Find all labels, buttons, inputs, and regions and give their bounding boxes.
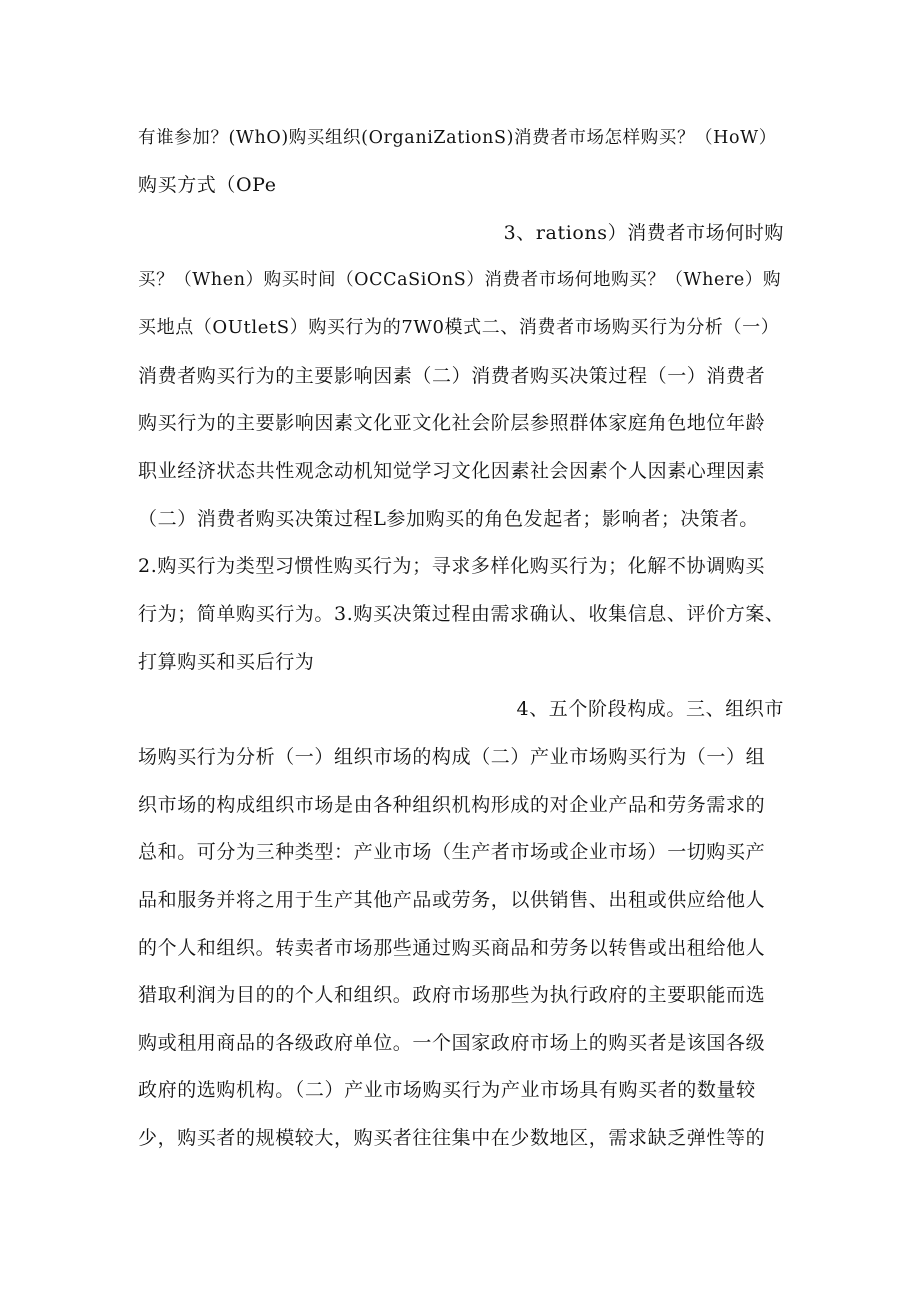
text-line-11: 行为；简单购买行为。3.购买决策过程由需求确认、收集信息、评价方案、 [138, 603, 785, 625]
text-line-5: 买地点（OUtletS）购买行为的7W0模式二、消费者市场购买行为分析（一） [138, 317, 780, 338]
text-line-7: 购买行为的主要影响因素文化亚文化社会阶层参照群体家庭角色地位年龄 [138, 412, 766, 434]
text-line-4: 买？（When）购买时间（OCCaSiOnS）消费者市场何地购买？（Where）购 [138, 270, 782, 290]
text-line-9: （二）消费者购买决策过程L参加购买的角色发起者；影响者；决策者。 [138, 508, 759, 530]
text-line-22: 少，购买者的规模较大，购买者往往集中在少数地区，需求缺乏弹性等的 [138, 1127, 766, 1149]
text-line-12: 打算购买和买后行为 [138, 651, 315, 673]
text-line-15: 织市场的构成组织市场是由各种组织机构形成的对企业产品和劳务需求的 [138, 794, 766, 816]
text-line-20: 购或租用商品的各级政府单位。一个国家政府市场上的购买者是该国各级 [138, 1032, 766, 1054]
text-line-13: 4、五个阶段构成。三、组织市 [516, 698, 784, 720]
text-line-17: 品和服务并将之用于生产其他产品或劳务，以供销售、出租或供应给他人 [138, 889, 766, 911]
text-line-3: 3、rations）消费者市场何时购 [503, 222, 784, 244]
text-line-2: 购买方式（OPe [138, 174, 277, 196]
text-line-18: 的个人和组织。转卖者市场那些通过购买商品和劳务以转售或出租给他人 [138, 937, 766, 959]
text-line-6: 消费者购买行为的主要影响因素（二）消费者购买决策过程（一）消费者 [138, 365, 766, 387]
text-line-14: 场购买行为分析（一）组织市场的构成（二）产业市场购买行为（一）组 [138, 746, 766, 768]
text-line-10: 2.购买行为类型习惯性购买行为；寻求多样化购买行为；化解不协调购买 [138, 555, 765, 577]
text-line-21: 政府的选购机构。（二）产业市场购买行为产业市场具有购买者的数量较 [138, 1079, 756, 1101]
text-line-16: 总和。可分为三种类型：产业市场（生产者市场或企业市场）一切购买产 [138, 841, 766, 863]
text-line-19: 猎取利润为目的的个人和组织。政府市场那些为执行政府的主要职能而选 [138, 984, 766, 1006]
text-line-1: 有谁参加？(WhO)购买组织(OrganiZationS)消费者市场怎样购买？（HoW） [138, 128, 777, 148]
text-line-8: 职业经济状态共性观念动机知觉学习文化因素社会因素个人因素心理因素 [138, 460, 766, 482]
